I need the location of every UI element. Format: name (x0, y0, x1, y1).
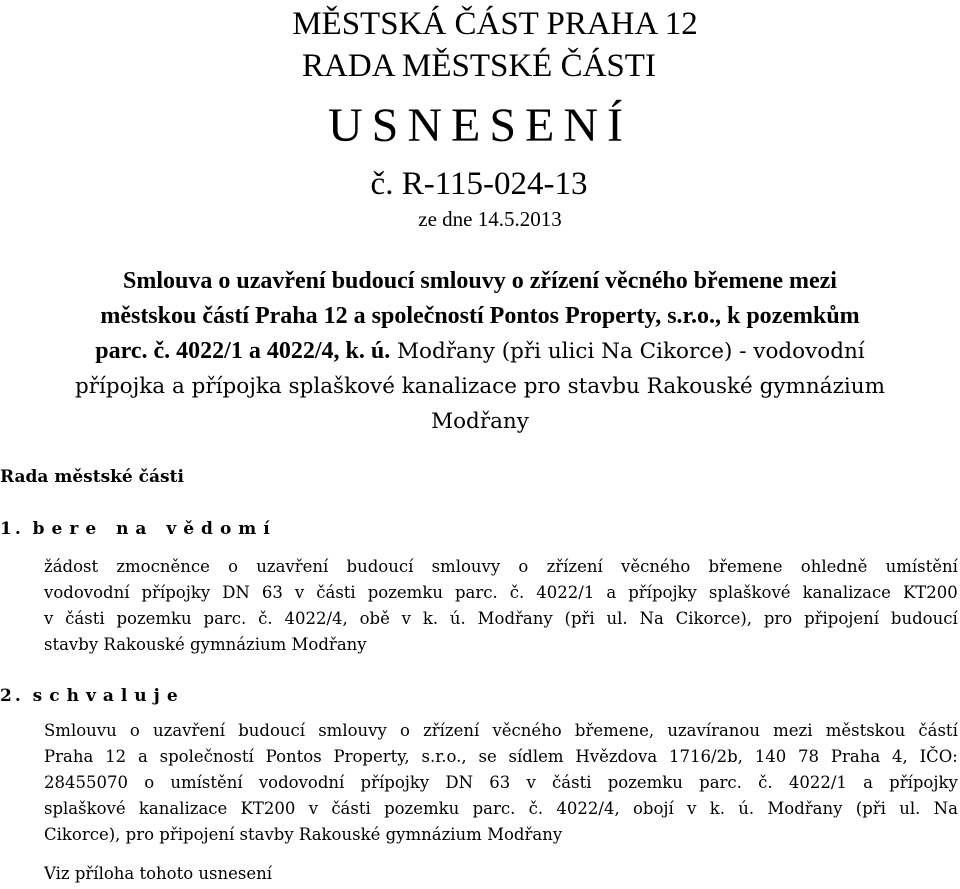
word: části (331, 799, 371, 818)
word: městskou (825, 721, 906, 740)
word: části (552, 773, 592, 792)
word: 63 (261, 583, 283, 602)
word: Praha (44, 747, 94, 766)
subject-line: městskou částí Praha 12 a společností Pontos Property, s.r.o., k pozemkům (100, 303, 860, 329)
item-number: 2. (0, 686, 24, 706)
word: a (863, 773, 873, 792)
word: s.r.o., (421, 747, 467, 766)
paragraph-line (44, 606, 958, 632)
word: pozemku (607, 773, 683, 792)
word: ú. (738, 799, 755, 818)
item-verb: bere na vědomí (32, 519, 277, 539)
word: připojení (804, 609, 880, 628)
word: obě (359, 609, 390, 628)
word: parc. (454, 583, 498, 602)
word: o (518, 557, 529, 576)
word: přípojky (360, 773, 430, 792)
word: č. (528, 799, 544, 818)
word: uzavření (153, 721, 226, 740)
item-1-heading (0, 516, 277, 542)
word: přípojky (141, 583, 211, 602)
word: splaškové (44, 799, 126, 818)
word: k. (422, 609, 439, 628)
word: 1716/2b, (669, 747, 743, 766)
word: o (144, 773, 155, 792)
word: 12 (105, 747, 127, 766)
paragraph-line (44, 770, 958, 796)
word: parc. (472, 799, 516, 818)
word: č. (758, 773, 773, 792)
word: přípojky (889, 773, 958, 792)
paragraph-line (44, 718, 958, 744)
word: Modřany (767, 799, 843, 818)
word: části (316, 583, 356, 602)
word: pro (763, 609, 793, 628)
council-name: RADA MĚSTSKÉ ČÁSTI (302, 48, 656, 84)
word: DN (222, 583, 250, 602)
paragraph-line (44, 744, 958, 770)
subject-line-rest: Modřany (při ulici Na Cikorce) - vodovodní (397, 339, 865, 364)
word: č. (509, 583, 525, 602)
word: umístění (885, 557, 958, 576)
word: a (137, 747, 148, 766)
word: parc. (699, 773, 742, 792)
word: umístění (170, 773, 243, 792)
resolution-number: č. R-115-024-13 (370, 166, 588, 202)
word: ohledně (800, 557, 868, 576)
word: ú. (449, 609, 466, 628)
paragraph-line (44, 554, 958, 580)
word: sídlem (508, 747, 564, 766)
item-verb: schvaluje (32, 686, 185, 706)
subject-line: Smlouva o uzavření budoucí smlouvy o zřízení věcného břemene mezi (123, 268, 837, 294)
word: 4022/4, (556, 799, 620, 818)
word: Cikorce), (675, 609, 753, 628)
word: 4022/1 (536, 583, 595, 602)
word: v (526, 773, 536, 792)
word: pozemku (116, 609, 192, 628)
word: vodovodní (44, 583, 130, 602)
word: zřízení (423, 721, 480, 740)
word: IČO: (919, 747, 958, 766)
word: Property, (333, 747, 410, 766)
word: uzavíranou (667, 721, 760, 740)
item-2-heading (0, 683, 185, 709)
subject-line-bold-part: parc. č. 4022/1 a 4022/4, k. ú. (95, 338, 391, 364)
subject-line (0, 334, 960, 369)
word: č. (258, 609, 273, 628)
word: v (687, 799, 697, 818)
municipality-name: MĚSTSKÁ ČÁST PRAHA 12 (292, 6, 698, 42)
word: pozemku (367, 583, 443, 602)
word: přípojky (628, 583, 697, 602)
word: obojí (633, 799, 674, 818)
council-label: Rada městské části (0, 467, 184, 487)
word: Praha (830, 747, 881, 766)
word: k. (709, 799, 725, 818)
word: kanalizace (802, 583, 891, 602)
word: zmocněnce (116, 557, 210, 576)
item-1-text (44, 554, 958, 658)
paragraph-line: stavby Rakouské gymnázium Modřany (44, 635, 367, 654)
paragraph-line (44, 796, 958, 822)
word: Smlouvu (44, 721, 117, 740)
word: Modřany (477, 609, 553, 628)
document-title: USNESENÍ (327, 99, 632, 152)
word: DN (445, 773, 474, 792)
word: (při (564, 609, 595, 628)
subject-line: Modřany (431, 409, 529, 434)
word: budoucí (238, 721, 306, 740)
word: KT200 (902, 583, 958, 602)
word: kanalizace (138, 799, 228, 818)
word: částí (918, 721, 958, 740)
word: smlouvy (318, 721, 387, 740)
word: o (228, 557, 239, 576)
paragraph-line (44, 580, 958, 606)
word: v (44, 609, 54, 628)
word: v (294, 583, 305, 602)
word: části (65, 609, 105, 628)
word: břemene (708, 557, 783, 576)
word: Hvězdova (575, 747, 658, 766)
word: věcného (492, 721, 562, 740)
word: věcného (621, 557, 691, 576)
resolution-subject (0, 264, 960, 439)
word: 4, (892, 747, 908, 766)
word: žádost (44, 557, 99, 576)
word: v (308, 799, 319, 818)
word: společností (159, 747, 254, 766)
word: zřízení (546, 557, 603, 576)
word: uzavření (256, 557, 329, 576)
word: budoucí (890, 609, 958, 628)
resolution-date: ze dne 14.5.2013 (418, 207, 562, 231)
word: KT200 (240, 799, 296, 818)
word: o (129, 721, 140, 740)
word: 28455070 (44, 773, 128, 792)
word: 4022/4, (284, 609, 348, 628)
word: břemene, (574, 721, 655, 740)
attachment-note: Viz příloha tohoto usnesení (44, 864, 273, 883)
word: smlouvy (431, 557, 501, 576)
word: a (606, 583, 617, 602)
item-number: 1. (0, 519, 24, 539)
word: Na (639, 609, 664, 628)
word: mezi (773, 721, 813, 740)
item-2-text (44, 718, 958, 848)
word: vodovodní (258, 773, 345, 792)
word: se (478, 747, 497, 766)
word: (při (855, 799, 886, 818)
word: budoucí (346, 557, 414, 576)
paragraph-line: Cikorce), pro připojení stavby Rakouské gymnázium Modřany (44, 825, 563, 844)
word: splaškové (708, 583, 791, 602)
word: pozemku (384, 799, 460, 818)
word: Pontos (265, 747, 322, 766)
word: ul. (606, 609, 628, 628)
word: ul. (899, 799, 921, 818)
word: parc. (203, 609, 247, 628)
subject-line: přípojka a přípojka splaškové kanalizace pro stavbu Rakouské gymnázium (74, 374, 886, 399)
word: o (399, 721, 410, 740)
word: v (401, 609, 411, 628)
word: 140 (754, 747, 787, 766)
word: 78 (798, 747, 820, 766)
word: 4022/1 (788, 773, 847, 792)
word: 63 (489, 773, 511, 792)
word: Na (933, 799, 958, 818)
